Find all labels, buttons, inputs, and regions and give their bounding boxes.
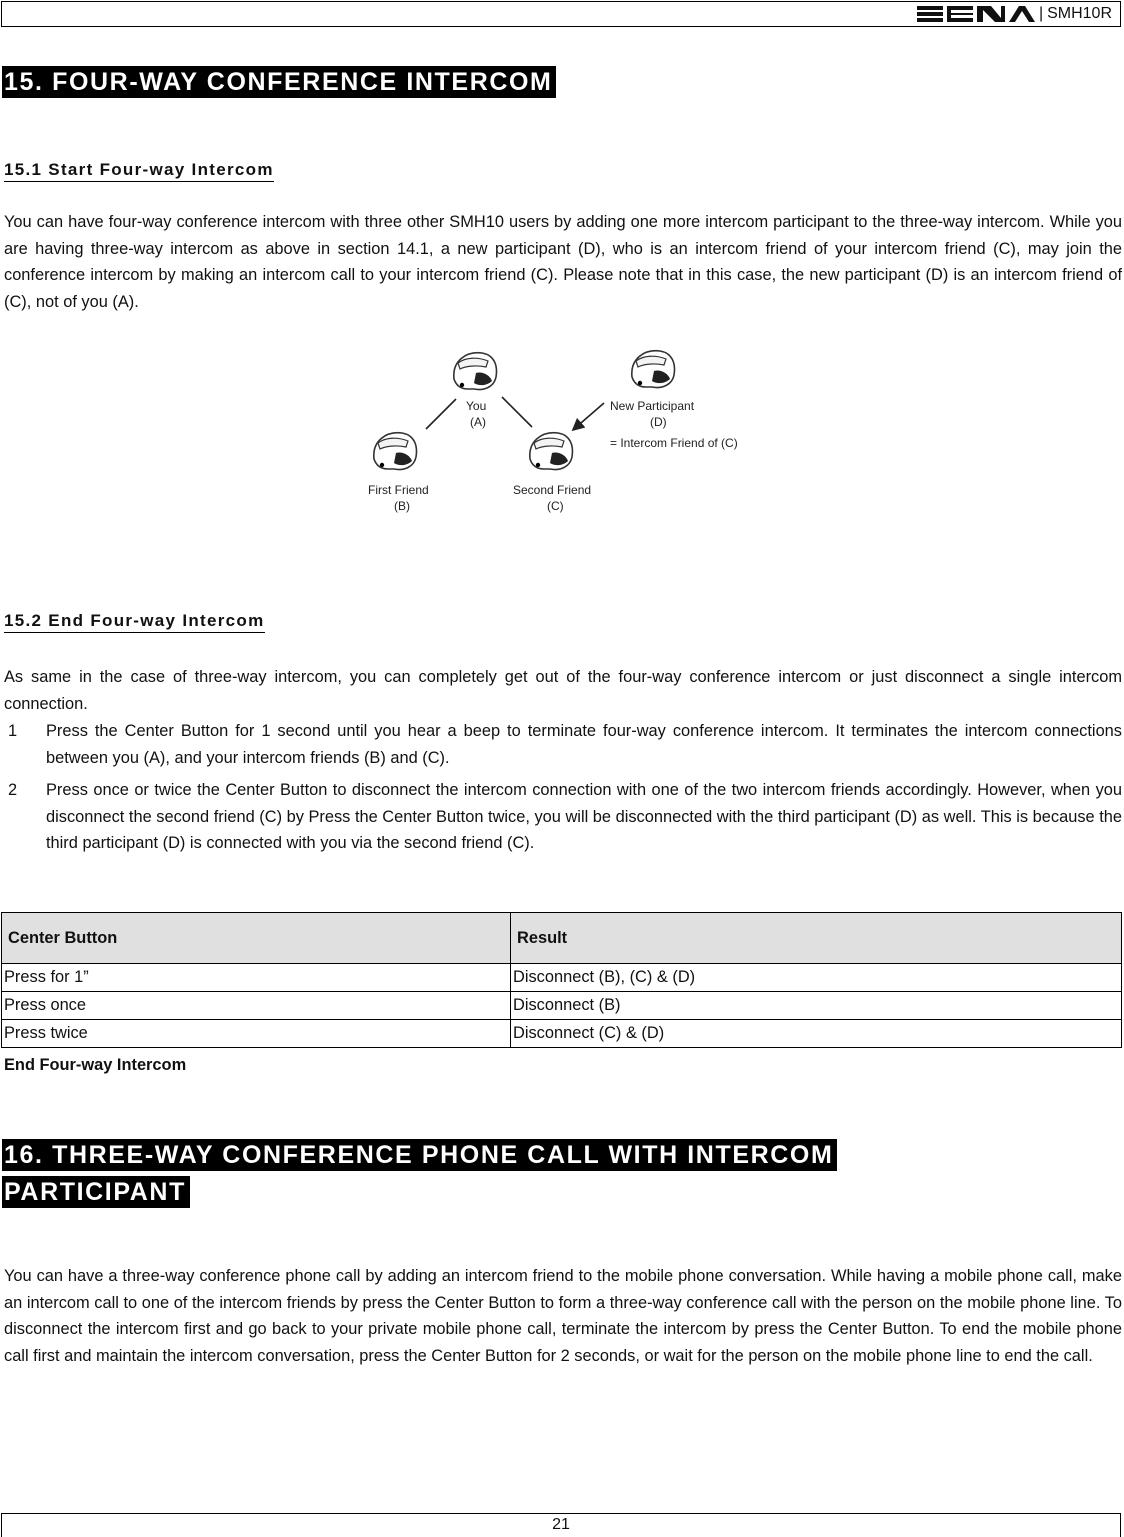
table-cell: Press once bbox=[2, 992, 511, 1020]
arrow-d-to-c bbox=[574, 403, 604, 429]
list-item bbox=[8, 718, 1122, 771]
page-number: 21 bbox=[552, 1516, 570, 1533]
label-second-friend-id: (C) bbox=[547, 499, 564, 513]
label-new-participant: New Participant bbox=[610, 399, 695, 413]
four-way-intercom-diagram bbox=[360, 345, 780, 520]
page-header bbox=[1, 1, 1121, 27]
subsection-15-1-text: You can have four-way conference intercom with three other SMH10 users by adding one more intercom participant to the three-way intercom. While you are having three-way intercom as above in section 14.1, a new participant (D), who is an intercom friend of your intercom friend (C), may join the conference intercom by making an intercom call to your intercom friend (C). Please note that in this case, the new participant (D) is an intercom friend of (C), not of you (A). bbox=[4, 213, 1122, 311]
label-new-participant-id: (D) bbox=[650, 415, 667, 429]
end-four-way-table bbox=[1, 912, 1122, 1048]
table-row bbox=[2, 992, 1122, 1020]
section-16-text: You can have a three-way conference phone call by adding an intercom friend to the mobile phone conversation. While having a mobile phone call, make an intercom call to one of the intercom friends by press the Center Button to form a three-way conference call with the person on the mobile phone line. To disconnect the intercom first and go back to your private mobile phone call, terminate the intercom by press the Center Button. To end the mobile phone call first and maintain the intercom conversation, press the Center Button for 2 seconds, or wait for the person on the mobile phone line to end the call. bbox=[4, 1267, 1122, 1365]
header-brand-area bbox=[917, 4, 1112, 24]
label-first-friend-id: (B) bbox=[394, 499, 410, 513]
link-a-b bbox=[426, 399, 456, 429]
label-you: You bbox=[466, 399, 487, 413]
link-a-c bbox=[502, 397, 532, 427]
list-item-number: 2 bbox=[8, 781, 18, 799]
helmet-second-friend-icon bbox=[530, 433, 573, 470]
table-row bbox=[2, 1020, 1122, 1048]
label-first-friend: First Friend bbox=[368, 483, 429, 497]
label-intercom-friend-note: = Intercom Friend of (C) bbox=[610, 436, 738, 450]
list-item bbox=[8, 777, 1122, 857]
list-item-text: Press once or twice the Center Button to disconnect the intercom connection with one of the two intercom friends accordingly. However, when you disconnect the second friend (C) by Press the Center Button twice, you will be disconnected with the third participant (D) as well. This is because the third participant (D) is connected with you via the second friend (C). bbox=[46, 781, 1122, 852]
table-cell: Disconnect (C) & (D) bbox=[511, 1020, 1122, 1048]
list-item-number: 1 bbox=[8, 722, 18, 740]
helmet-first-friend-icon bbox=[374, 433, 417, 470]
label-second-friend: Second Friend bbox=[513, 483, 592, 497]
subsection-15-1-title: 15.1 Start Four-way Intercom bbox=[4, 160, 274, 182]
subsection-15-2-text: As same in the case of three-way intercom, you can completely get out of the four-way conference intercom or just disconnect a single intercom connection. bbox=[4, 668, 1122, 713]
table-caption: End Four-way Intercom bbox=[4, 1056, 187, 1074]
table-header-center-button: Center Button bbox=[2, 913, 511, 964]
header-separator: | bbox=[1038, 5, 1044, 22]
section-16-title-line1: 16. THREE-WAY CONFERENCE PHONE CALL WITH INTERCOM bbox=[2, 1139, 837, 1171]
sena-logo bbox=[917, 4, 1035, 24]
helmet-you-icon bbox=[454, 353, 497, 390]
subsection-15-2-title: 15.2 End Four-way Intercom bbox=[4, 611, 265, 633]
header-model-name: SMH10R bbox=[1047, 5, 1112, 22]
helmet-new-participant-icon bbox=[632, 351, 675, 388]
table-cell: Press twice bbox=[2, 1020, 511, 1048]
page-footer bbox=[1, 1513, 1121, 1537]
table-row bbox=[2, 964, 1122, 992]
section-15-title: 15. FOUR-WAY CONFERENCE INTERCOM bbox=[2, 66, 556, 98]
list-item-text: Press the Center Button for 1 second until you hear a beep to terminate four-way conference intercom. It terminates the intercom connections between you (A), and your intercom friends (B) and (C). bbox=[46, 722, 1122, 767]
table-cell: Press for 1” bbox=[2, 964, 511, 992]
table-header-result: Result bbox=[511, 913, 1122, 964]
table-header-row bbox=[2, 913, 1122, 964]
label-you-id: (A) bbox=[470, 415, 486, 429]
table-cell: Disconnect (B), (C) & (D) bbox=[511, 964, 1122, 992]
table-cell: Disconnect (B) bbox=[511, 992, 1122, 1020]
section-16-title-line2: PARTICIPANT bbox=[2, 1176, 190, 1208]
